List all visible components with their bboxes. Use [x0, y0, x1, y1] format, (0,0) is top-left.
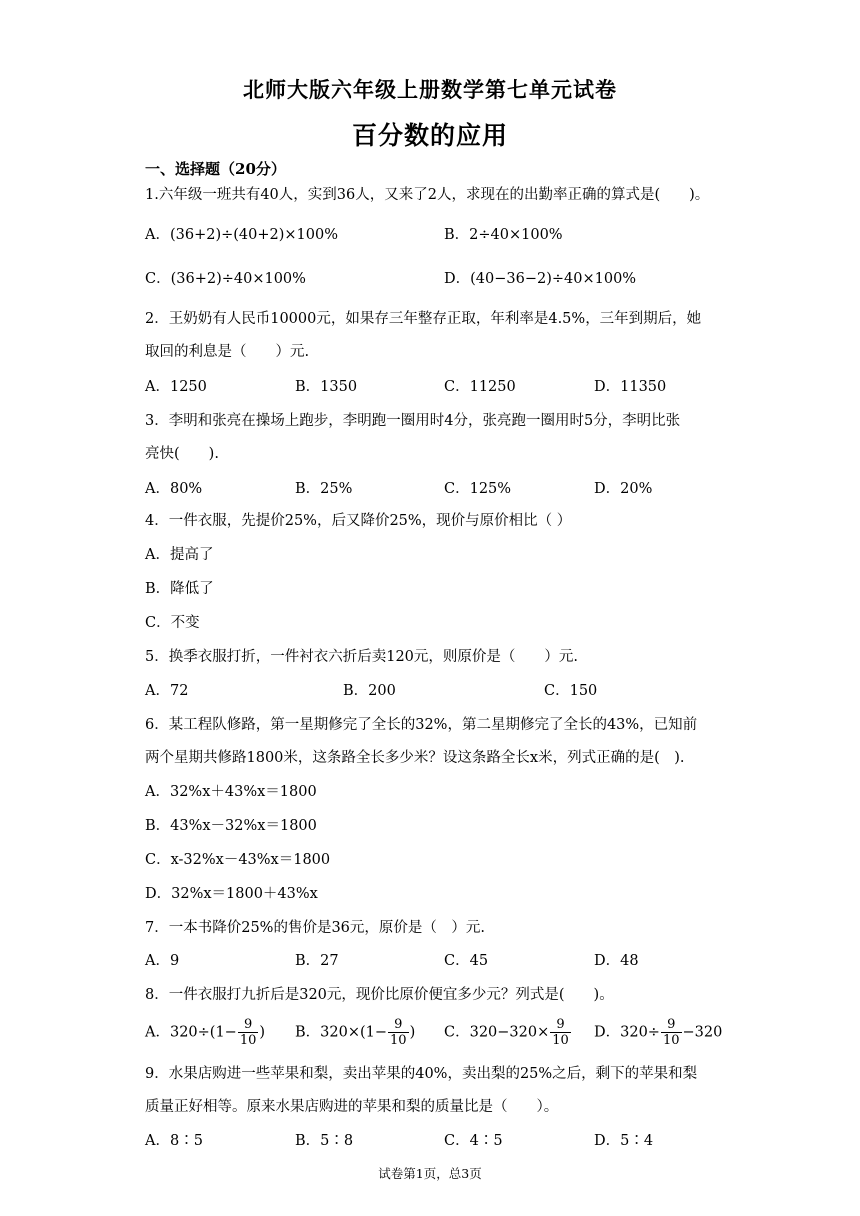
question-6-option-d: D．32%x＝1800＋43%x — [145, 886, 318, 902]
question-6-text-line-2: 两个星期共修路1800米，这条路全长多少米？设这条路全长x米，列式正确的是( ). — [145, 750, 685, 766]
option-c-prefix: C．320−320× — [444, 1024, 550, 1041]
question-2-text-line-2: 取回的利息是（ ）元. — [145, 344, 310, 360]
page-footer: 试卷第1页，总3页 — [378, 1166, 482, 1181]
option-a-prefix: A．320÷(1− — [145, 1024, 237, 1041]
question-8-option-b — [295, 1017, 415, 1048]
question-9-option-d: D．5∶4 — [594, 1133, 654, 1149]
exam-title: 北师大版六年级上册数学第七单元试卷 — [243, 77, 617, 102]
fraction-numerator: 9 — [661, 1017, 682, 1033]
question-5-text: 5．换季衣服打折，一件衬衣六折后卖120元，则原价是（ ）元. — [145, 649, 579, 665]
question-5-option-c: C．150 — [544, 683, 598, 699]
question-5-option-a: A．72 — [145, 683, 189, 699]
question-3-text-line-2: 亮快( ). — [145, 446, 219, 462]
question-3-text-line-1: 3．李明和张亮在操场上跑步，李明跑一圈用时4分，张亮跑一圈用时5分，李明比张 — [145, 413, 681, 429]
question-1-option-a: A．(36+2)÷(40+2)×100% — [145, 227, 339, 243]
fraction — [388, 1017, 409, 1048]
option-b-suffix: ) — [409, 1024, 416, 1041]
question-4-text: 4．一件衣服，先提价25%，后又降价25%，现价与原价相比（ ） — [145, 513, 572, 529]
question-6-option-a: A．32%x＋43%x＝1800 — [145, 784, 317, 800]
fraction-numerator: 9 — [550, 1017, 571, 1033]
question-2-option-d: D．11350 — [594, 379, 667, 395]
question-3-option-c: C．125% — [444, 481, 512, 497]
fraction — [550, 1017, 571, 1048]
question-9-text-line-2: 质量正好相等。原来水果店购进的苹果和梨的质量比是（ ）。 — [145, 1099, 559, 1115]
fraction-denominator: 10 — [239, 1033, 257, 1048]
option-a-suffix: ) — [259, 1024, 266, 1041]
question-2-option-c: C．11250 — [444, 379, 516, 395]
question-7-option-d: D．48 — [594, 953, 639, 969]
question-1-option-b: B．2÷40×100% — [444, 227, 563, 243]
fraction-denominator: 10 — [390, 1033, 407, 1048]
question-1-text: 1.六年级一班共有40人，实到36人，又来了2人，求现在的出勤率正确的算式是( )。 — [145, 187, 710, 203]
fraction-numerator: 9 — [388, 1017, 409, 1033]
question-4-option-a: A．提高了 — [145, 547, 214, 563]
exam-subtitle: 百分数的应用 — [351, 121, 508, 150]
question-4-option-c: C．不变 — [145, 615, 200, 631]
question-9-option-c: C．4∶5 — [444, 1133, 503, 1149]
fraction — [661, 1017, 682, 1048]
question-1-option-d: D．(40−36−2)÷40×100% — [444, 271, 637, 287]
fraction — [238, 1017, 259, 1048]
question-3-option-d: D．20% — [594, 481, 653, 497]
question-2-option-a: A．1250 — [145, 379, 207, 395]
option-d-suffix: −320 — [682, 1024, 723, 1041]
question-6-option-c: C．x-32%x－43%x＝1800 — [145, 852, 331, 868]
question-7-option-a: A．9 — [145, 953, 180, 969]
question-6-option-b: B．43%x－32%x＝1800 — [145, 818, 317, 834]
question-6-text-line-1: 6．某工程队修路，第一星期修完了全长的32%，第二星期修完了全长的43%，已知前 — [145, 717, 698, 733]
option-d-prefix: D．320÷ — [594, 1024, 660, 1041]
question-8-option-c — [444, 1017, 572, 1048]
question-2-text-line-1: 2．王奶奶有人民币10000元，如果存三年整存正取，年利率是4.5%，三年到期后，她 — [145, 311, 702, 327]
question-4-option-b: B．降低了 — [145, 581, 214, 597]
fraction-numerator: 9 — [238, 1017, 259, 1033]
question-3-option-a: A．80% — [145, 481, 203, 497]
question-7-option-b: B．27 — [295, 953, 339, 969]
question-8-option-d — [594, 1017, 722, 1048]
question-3-option-b: B．25% — [295, 481, 353, 497]
question-7-text: 7．一本书降价25%的售价是36元，原价是（ ）元. — [145, 920, 486, 936]
question-8-text: 8．一件衣服打九折后是320元，现价比原价便宜多少元？列式是( )。 — [145, 987, 614, 1003]
question-7-option-c: C．45 — [444, 953, 489, 969]
question-1-option-c: C．(36+2)÷40×100% — [145, 271, 306, 287]
question-2-option-b: B．1350 — [295, 379, 358, 395]
question-8-option-a — [145, 1017, 265, 1048]
question-5-option-b: B．200 — [343, 683, 396, 699]
option-b-prefix: B．320×(1− — [295, 1024, 388, 1041]
fraction-denominator: 10 — [662, 1033, 680, 1048]
fraction-denominator: 10 — [552, 1033, 569, 1048]
question-9-option-a: A．8∶5 — [145, 1133, 203, 1149]
section-heading: 一、选择题（20分） — [145, 160, 286, 178]
question-9-option-b: B．5∶8 — [295, 1133, 354, 1149]
question-9-text-line-1: 9．水果店购进一些苹果和梨，卖出苹果的40%，卖出梨的25%之后，剩下的苹果和梨 — [145, 1066, 698, 1082]
